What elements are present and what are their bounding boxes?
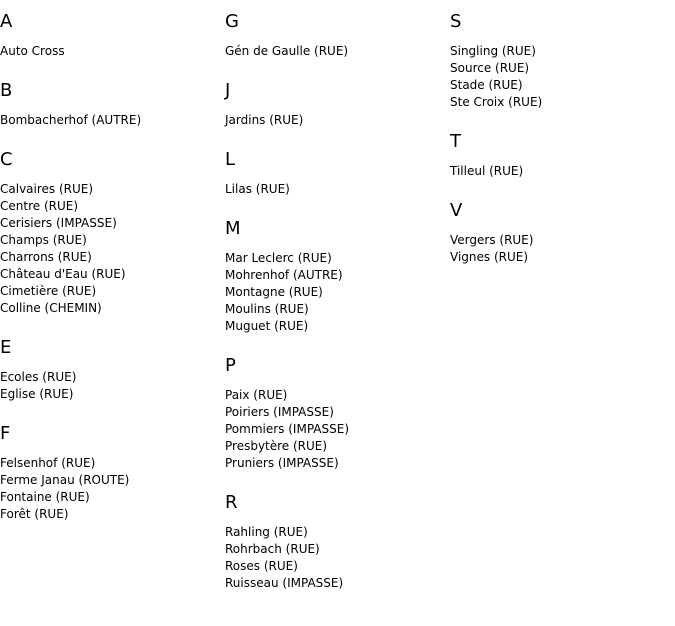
street-link[interactable]: Gén de Gaulle (RUE)	[225, 44, 349, 58]
letter-group	[225, 10, 445, 60]
letter-group	[0, 422, 220, 523]
street-link[interactable]: Cerisiers (IMPASSE)	[0, 216, 117, 230]
index-column	[225, 10, 445, 611]
letter-heading: T	[450, 131, 461, 152]
street-link[interactable]: Stade (RUE)	[450, 78, 523, 92]
letter-group	[225, 148, 445, 198]
street-list	[450, 163, 670, 180]
letter-heading: V	[450, 200, 463, 221]
street-link[interactable]: Fontaine (RUE)	[0, 490, 90, 504]
letter-heading: L	[225, 149, 236, 170]
letter-heading: B	[0, 80, 13, 101]
letter-group	[225, 354, 445, 472]
street-link[interactable]: Mar Leclerc (RUE)	[225, 251, 332, 265]
letter-group	[0, 336, 220, 403]
letter-group	[225, 491, 445, 592]
street-link[interactable]: Presbytère (RUE)	[225, 439, 328, 453]
letter-group	[0, 10, 220, 60]
letter-heading: E	[0, 337, 12, 358]
street-list	[225, 387, 445, 472]
letter-heading: R	[225, 492, 238, 513]
street-list	[225, 112, 445, 129]
street-link[interactable]: Source (RUE)	[450, 61, 530, 75]
street-link[interactable]: Moulins (RUE)	[225, 302, 309, 316]
letter-group	[0, 79, 220, 129]
street-link[interactable]: Pommiers (IMPASSE)	[225, 422, 349, 436]
letter-group	[450, 10, 670, 111]
street-list	[225, 43, 445, 60]
street-list	[225, 524, 445, 592]
street-link[interactable]: Vignes (RUE)	[450, 250, 529, 264]
street-link[interactable]: Forêt (RUE)	[0, 507, 69, 521]
letter-heading: P	[225, 355, 236, 376]
street-list	[0, 112, 220, 129]
street-link[interactable]: Ecoles (RUE)	[0, 370, 77, 384]
letter-heading: M	[225, 218, 241, 239]
street-list	[0, 369, 220, 403]
street-link[interactable]: Paix (RUE)	[225, 388, 288, 402]
street-link[interactable]: Tilleul (RUE)	[450, 164, 524, 178]
street-link[interactable]: Felsenhof (RUE)	[0, 456, 96, 470]
street-link[interactable]: Poiriers (IMPASSE)	[225, 405, 334, 419]
street-link[interactable]: Rohrbach (RUE)	[225, 542, 320, 556]
street-link[interactable]: Jardins (RUE)	[225, 113, 304, 127]
street-index	[0, 10, 675, 626]
street-link[interactable]: Champs (RUE)	[0, 233, 87, 247]
street-link[interactable]: Eglise (RUE)	[0, 387, 74, 401]
street-link[interactable]: Rahling (RUE)	[225, 525, 308, 539]
letter-group	[0, 148, 220, 317]
street-link[interactable]: Bombacherhof (AUTRE)	[0, 113, 142, 127]
street-link[interactable]: Vergers (RUE)	[450, 233, 534, 247]
street-link[interactable]: Calvaires (RUE)	[0, 182, 94, 196]
street-list	[0, 181, 220, 317]
letter-group	[450, 130, 670, 180]
street-link[interactable]: Roses (RUE)	[225, 559, 298, 573]
street-link[interactable]: Lilas (RUE)	[225, 182, 290, 196]
street-link[interactable]: Charrons (RUE)	[0, 250, 92, 264]
letter-heading: J	[225, 80, 231, 101]
index-column	[0, 10, 220, 542]
street-list	[225, 181, 445, 198]
street-link[interactable]: Singling (RUE)	[450, 44, 536, 58]
letter-heading: C	[0, 149, 13, 170]
letter-heading: A	[0, 11, 13, 32]
index-column	[450, 10, 670, 285]
letter-heading: G	[225, 11, 239, 32]
street-link[interactable]: Cimetière (RUE)	[0, 284, 97, 298]
street-list	[0, 43, 220, 60]
street-link[interactable]: Muguet (RUE)	[225, 319, 309, 333]
letter-group	[225, 79, 445, 129]
street-link[interactable]: Mohrenhof (AUTRE)	[225, 268, 343, 282]
street-link[interactable]: Auto Cross	[0, 44, 65, 58]
street-link[interactable]: Ruisseau (IMPASSE)	[225, 576, 344, 590]
letter-heading: S	[450, 11, 462, 32]
street-link[interactable]: Colline (CHEMIN)	[0, 301, 102, 315]
street-link[interactable]: Ste Croix (RUE)	[450, 95, 543, 109]
letter-group	[225, 217, 445, 335]
street-link[interactable]: Centre (RUE)	[0, 199, 79, 213]
street-list	[450, 232, 670, 266]
letter-heading: F	[0, 423, 11, 444]
street-list	[225, 250, 445, 335]
street-link[interactable]: Ferme Janau (ROUTE)	[0, 473, 130, 487]
street-link[interactable]: Montagne (RUE)	[225, 285, 323, 299]
street-list	[450, 43, 670, 111]
letter-group	[450, 199, 670, 266]
street-link[interactable]: Pruniers (IMPASSE)	[225, 456, 339, 470]
street-list	[0, 455, 220, 523]
street-link[interactable]: Château d'Eau (RUE)	[0, 267, 126, 281]
